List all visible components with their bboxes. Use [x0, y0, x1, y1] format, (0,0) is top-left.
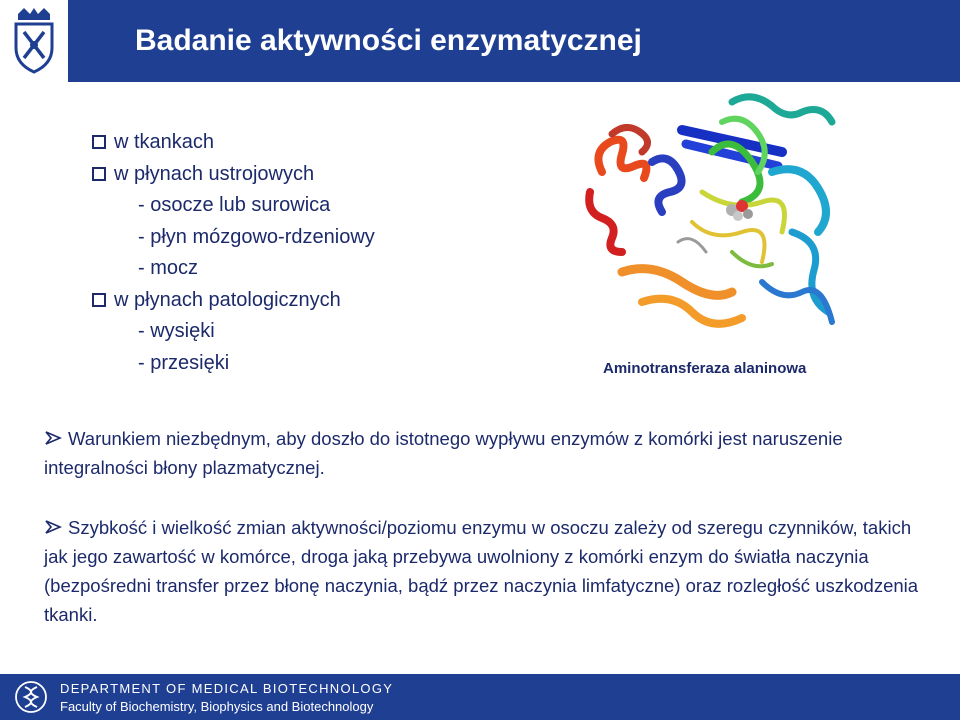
paragraph-1-text: Warunkiem niezbędnym, aby doszło do istotnego wypływu enzymów z komórki jest naruszenie integralności błony plazmatycznej. — [44, 428, 843, 478]
list-item-label: - osocze lub surowica — [138, 194, 331, 216]
paragraph-2-text: Szybkość i wielkość zmian aktywności/poziomu enzymu w osoczu zależy od szeregu czynników, takich jak jego zawartość w komórce, droga jaką przebywa uwolniony z komórki enzym do światła naczynia (bezpośredni transfer przez błonę naczynia, bądź przez naczynia limfatyczne) oraz rozległość uszkodzenia tkanki. — [44, 517, 919, 625]
department-logo-icon — [14, 680, 48, 714]
arrow-bullet-icon — [44, 520, 62, 534]
list-subitem — [92, 222, 512, 254]
figure-caption: Aminotransferaza alaninowa — [603, 360, 807, 377]
arrow-bullet-icon — [44, 431, 62, 445]
checkbox-icon — [92, 167, 106, 181]
checkbox-icon — [92, 293, 106, 307]
list-item — [92, 285, 512, 317]
footer-department: DEPARTMENT OF MEDICAL BIOTECHNOLOGY — [60, 681, 394, 696]
footer-faculty: Faculty of Biochemistry, Biophysics and Biotechnology — [60, 699, 374, 714]
footer — [0, 674, 960, 720]
paragraph-2 — [44, 513, 932, 629]
list-item-label: - przesięki — [138, 351, 230, 374]
list-item-label: - mocz — [138, 257, 198, 279]
protein-structure-image — [582, 92, 852, 354]
list-item-label: w płynach ustrojowych — [114, 162, 315, 185]
header — [0, 0, 960, 82]
list-subitem — [92, 253, 512, 285]
bullet-list — [92, 127, 512, 379]
list-item-label: w płynach patologicznych — [114, 288, 341, 311]
list-item — [92, 159, 512, 191]
list-item-label: w tkankach — [114, 131, 215, 153]
checkbox-icon — [92, 135, 106, 149]
page-title: Badanie aktywności enzymatycznej — [135, 24, 642, 57]
crest-container — [0, 0, 68, 82]
list-subitem — [92, 316, 512, 348]
list-item-label: - wysięki — [138, 320, 215, 342]
university-crest-icon — [12, 6, 56, 74]
list-subitem — [92, 348, 512, 380]
list-subitem — [92, 190, 512, 222]
list-item-label: - płyn mózgowo-rdzeniowy — [138, 225, 375, 248]
list-item — [92, 127, 512, 159]
paragraph-1 — [44, 424, 924, 482]
